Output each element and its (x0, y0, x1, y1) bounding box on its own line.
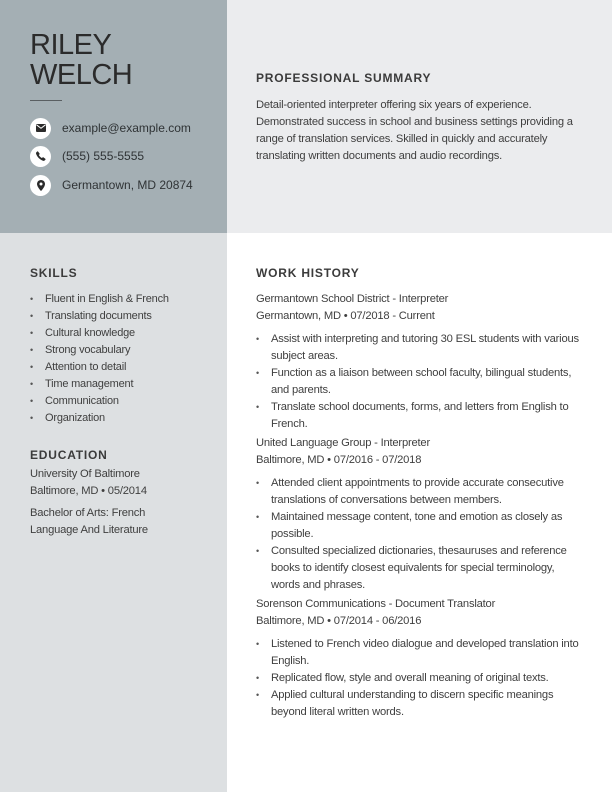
job-title: Sorenson Communications - Document Translator (256, 598, 496, 610)
map-pin-icon (30, 175, 51, 196)
first-name: RILEY (30, 29, 112, 61)
skill-item: • Attention to detail (30, 359, 169, 376)
job-bullet: • Translate school documents, forms, and letters from English to French. (256, 399, 586, 433)
job-meta: Baltimore, MD • 07/2016 - 07/2018 (256, 454, 422, 466)
skill-item: • Translating documents (30, 308, 169, 325)
job-title: United Language Group - Interpreter (256, 437, 430, 449)
contact-phone[interactable] (30, 145, 220, 167)
skill-item: • Communication (30, 393, 169, 410)
school-name: University Of Baltimore (30, 468, 140, 480)
job-bullet: • Consulted specialized dictionaries, thesauruses and reference books to identify closest equivalents for special terminology, words and phrases. (256, 543, 586, 594)
skill-item: • Organization (30, 410, 169, 427)
job-bullet: • Assist with interpreting and tutoring 30 ESL students with various subject areas. (256, 331, 586, 365)
candidate-name (30, 30, 132, 90)
education-institution (30, 466, 147, 500)
skill-item: • Fluent in English & French (30, 291, 169, 308)
education-heading: EDUCATION (30, 448, 108, 462)
phone-text[interactable]: (555) 555-5555 (62, 149, 145, 163)
job-bullet: • Function as a liaison between school faculty, bilingual students, and parents. (256, 365, 586, 399)
contact-email[interactable] (30, 117, 220, 139)
envelope-icon (30, 118, 51, 139)
job-entry (256, 596, 586, 721)
job-bullets (256, 331, 586, 433)
summary-heading: PROFESSIONAL SUMMARY (256, 71, 432, 85)
skill-item: • Time management (30, 376, 169, 393)
email-text[interactable]: example@example.com (62, 121, 191, 135)
school-location-date: Baltimore, MD • 05/2014 (30, 485, 147, 497)
last-name: WELCH (30, 59, 133, 91)
job-title: Germantown School District - Interpreter (256, 293, 449, 305)
degree-text: Bachelor of Arts: French Language And Literature (30, 507, 148, 536)
job-meta: Baltimore, MD • 07/2014 - 06/2016 (256, 615, 422, 627)
skill-item: • Cultural knowledge (30, 325, 169, 342)
job-entry (256, 435, 586, 594)
job-meta: Germantown, MD • 07/2018 - Current (256, 310, 435, 322)
job-bullet: • Applied cultural understanding to discern specific meanings beyond literal written words. (256, 687, 586, 721)
work-history-heading: WORK HISTORY (256, 266, 360, 280)
job-bullet: • Listened to French video dialogue and developed translation into English. (256, 636, 586, 670)
job-bullets (256, 475, 586, 594)
job-bullet: • Attended client appointments to provide accurate consecutive translations of conversations between members. (256, 475, 586, 509)
contact-address (30, 174, 220, 196)
job-bullet: • Maintained message content, tone and emotion as closely as possible. (256, 509, 586, 543)
name-divider (30, 100, 62, 101)
address-text: Germantown, MD 20874 (62, 178, 193, 192)
skills-heading: SKILLS (30, 266, 78, 280)
skills-list (30, 291, 169, 427)
phone-icon (30, 146, 51, 167)
job-entry (256, 291, 586, 433)
skill-item: • Strong vocabulary (30, 342, 169, 359)
job-bullet: • Replicated flow, style and overall meaning of original texts. (256, 670, 586, 687)
job-bullets (256, 636, 586, 721)
summary-text: Detail-oriented interpreter offering six years of experience. Demonstrated success in school and business settings providing a range of translation services. Skilled in quickly and accurately translating written documents and audio recordings. (256, 99, 573, 162)
